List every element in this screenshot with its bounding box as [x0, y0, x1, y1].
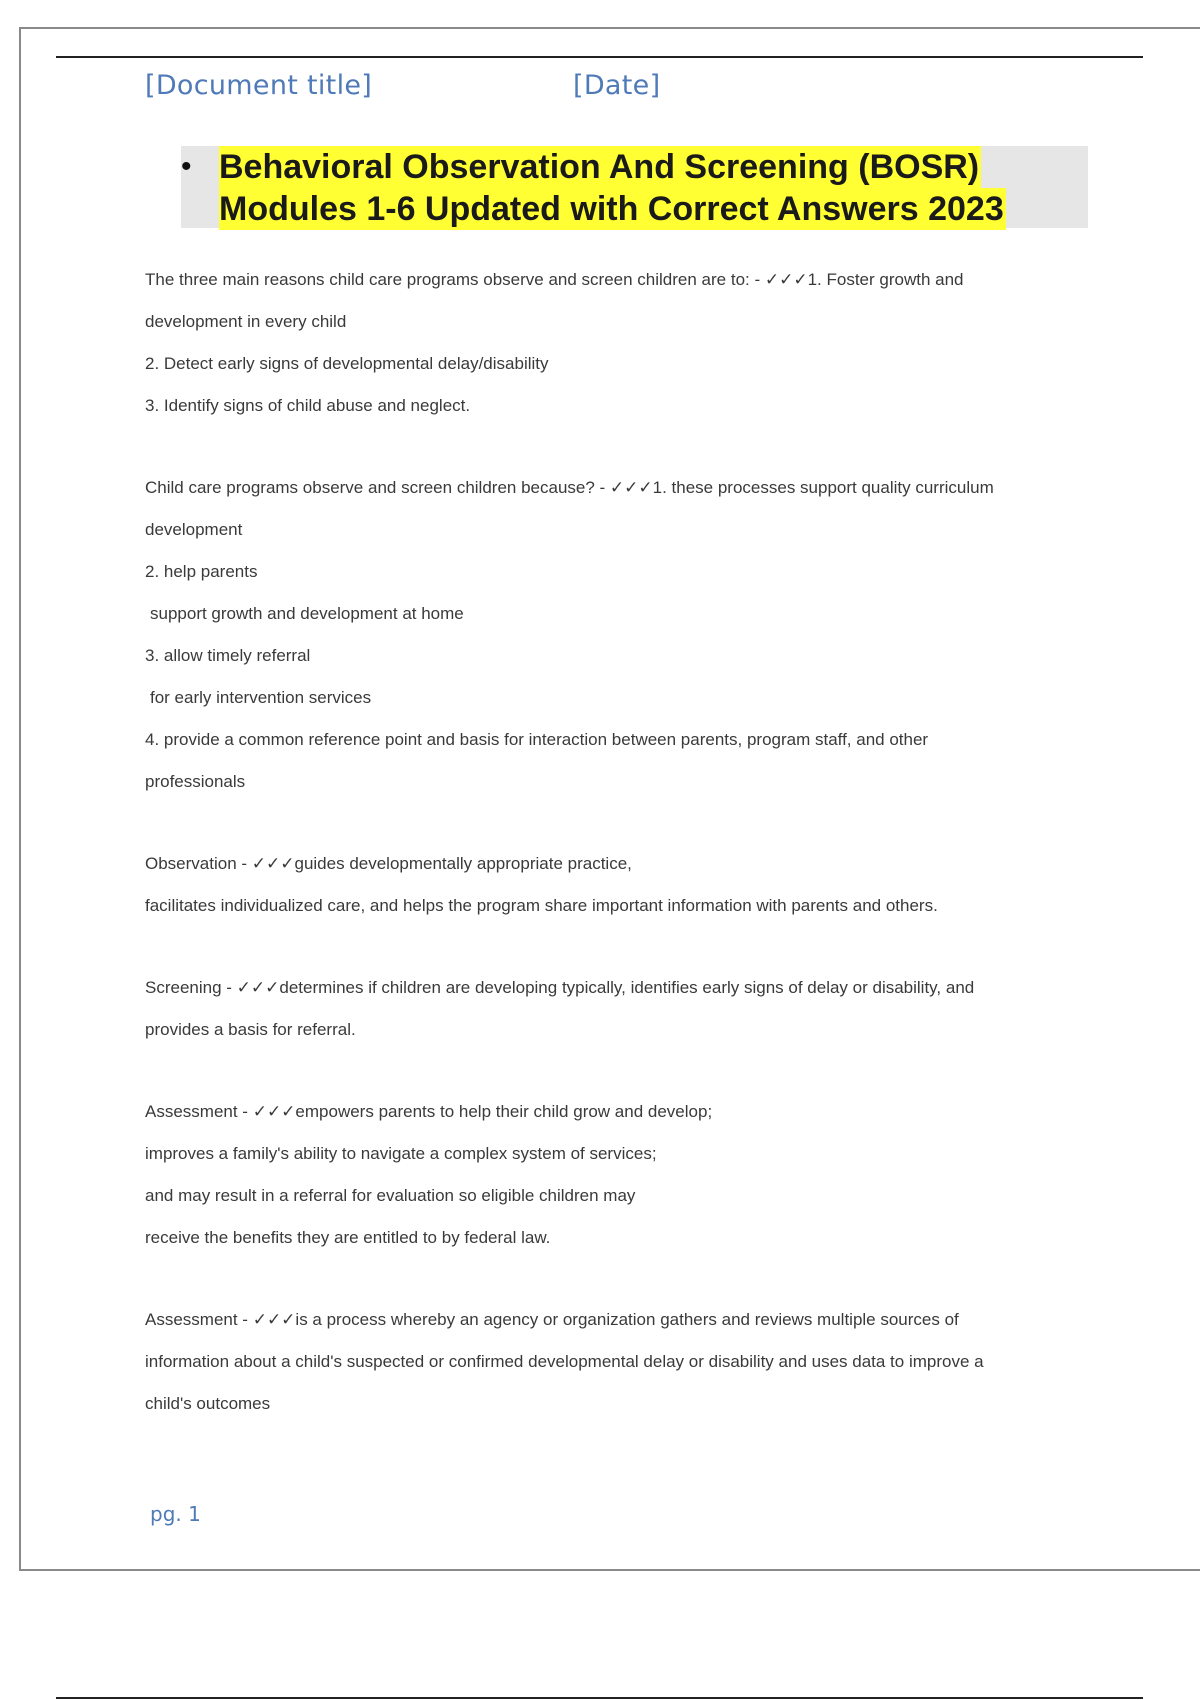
body-line: development in every child: [145, 312, 347, 331]
body-line: The three main reasons child care programs observe and screen children are to: - ✓✓✓1. Foster growth and: [145, 270, 964, 289]
date-placeholder: [Date]: [573, 70, 661, 101]
paragraph-gap: [145, 1051, 1080, 1091]
qa-entry: [145, 259, 1080, 427]
header-rule: [56, 56, 1143, 58]
heading-line-1: Behavioral Observation And Screening (BOSR): [219, 148, 980, 186]
body-line: Assessment - ✓✓✓empowers parents to help their child grow and develop;: [145, 1102, 713, 1121]
body-line: Observation - ✓✓✓guides developmentally appropriate practice,: [145, 854, 632, 873]
document-title-placeholder: [Document title]: [145, 70, 373, 101]
paragraph-gap: [145, 1259, 1080, 1299]
body-line: Assessment - ✓✓✓is a process whereby an agency or organization gathers and reviews multiple sources of: [145, 1310, 959, 1329]
body-line: for early intervention services: [150, 688, 372, 707]
heading-text: [219, 146, 1006, 230]
body-line: 2. help parents: [145, 562, 258, 581]
document-body: [145, 259, 1080, 1425]
body-line: receive the benefits they are entitled to by federal law.: [145, 1228, 551, 1247]
paragraph-gap: [145, 927, 1080, 967]
body-line: Child care programs observe and screen children because? - ✓✓✓1. these processes support quality curriculum: [145, 478, 994, 497]
body-line: improves a family's ability to navigate a complex system of services;: [145, 1144, 657, 1163]
document-heading: [181, 146, 1088, 228]
body-line: 3. allow timely referral: [145, 646, 311, 665]
body-line: 2. Detect early signs of developmental delay/disability: [145, 354, 549, 373]
body-line: 4. provide a common reference point and basis for interaction between parents, program staff, and other: [145, 730, 929, 749]
qa-entry: [145, 967, 1080, 1051]
qa-entry: [145, 467, 1080, 803]
bullet-icon: •: [181, 150, 192, 183]
qa-entry: [145, 843, 1080, 927]
body-line: information about a child's suspected or confirmed developmental delay or disability and uses data to improve a: [145, 1352, 984, 1371]
body-line: and may result in a referral for evaluation so eligible children may: [145, 1186, 636, 1205]
body-line: facilitates individualized care, and helps the program share important information with parents and others.: [145, 896, 938, 915]
body-line: professionals: [145, 772, 246, 791]
page-number: pg. 1: [150, 1502, 201, 1526]
paragraph-gap: [145, 803, 1080, 843]
body-line: child's outcomes: [145, 1394, 271, 1413]
paragraph-gap: [145, 427, 1080, 467]
body-line: 3. Identify signs of child abuse and neglect.: [145, 396, 471, 415]
body-line: Screening - ✓✓✓determines if children are developing typically, identifies early signs of delay or disability, and: [145, 978, 975, 997]
body-line: provides a basis for referral.: [145, 1020, 356, 1039]
body-line: support growth and development at home: [150, 604, 464, 623]
body-line: development: [145, 520, 243, 539]
qa-entry: [145, 1299, 1080, 1425]
next-page-header-rule: [56, 1697, 1143, 1699]
qa-entry: [145, 1091, 1080, 1259]
heading-line-2: Modules 1-6 Updated with Correct Answers 2023: [219, 190, 1004, 228]
